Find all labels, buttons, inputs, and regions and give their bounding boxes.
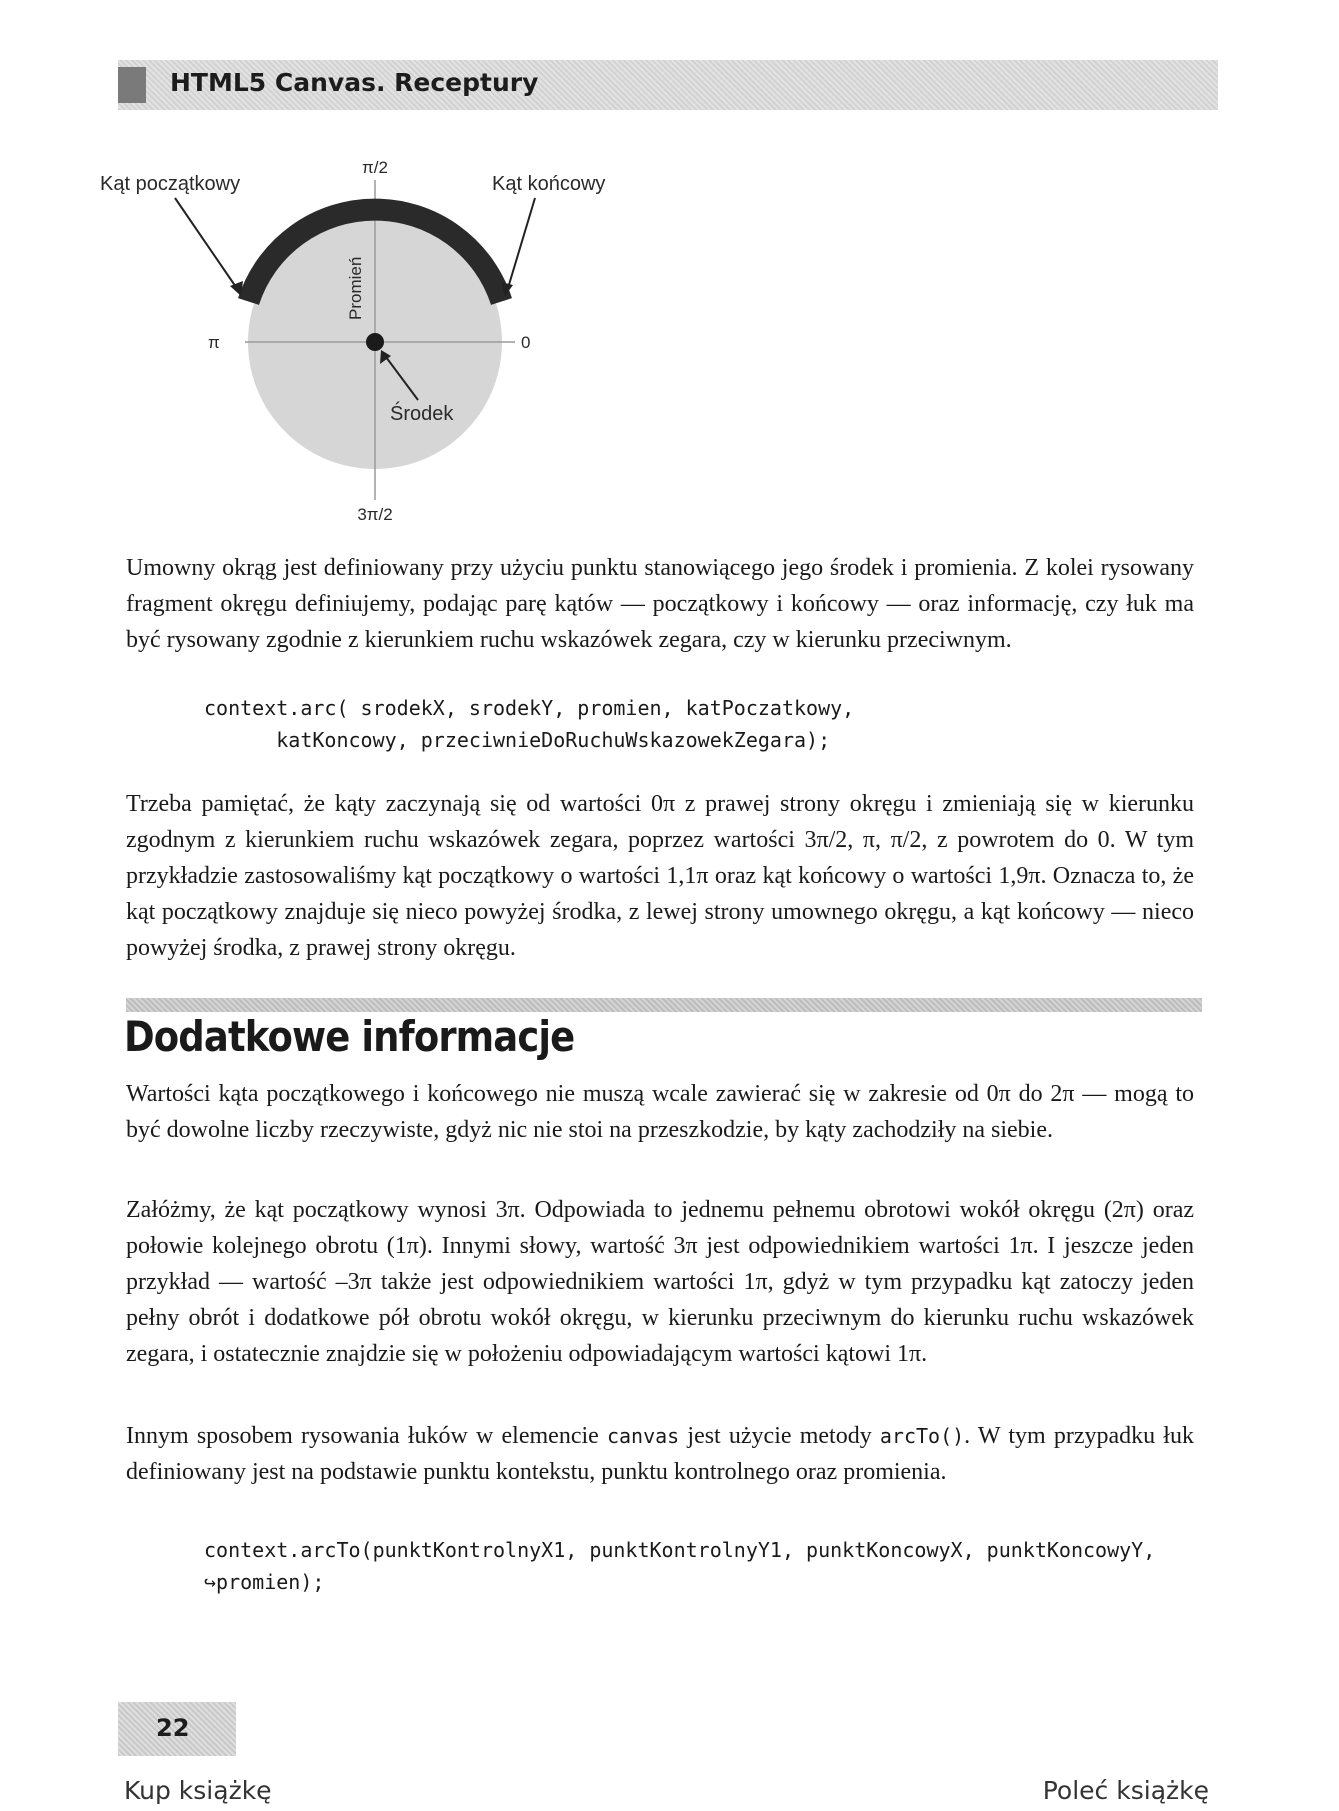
- paragraph-example: Załóżmy, że kąt początkowy wynosi 3π. Odpowiada to jednemu pełnemu obrotowi wokół okręgu (2π) oraz połowie kolejnego obrotu (1π). Innymi słowy, wartość 3π jest odpowiednikiem wartości 1π. I jeszcze jeden przykład — wartość –3π także jest odpowiednikiem wartości 1π, gdyż w tym przypadku kąt zatoczy jeden pełny obrót i dodatkowe pół obrotu wokół okręgu, w kierunku przeciwnym do kierunku ruchu wskazówek zegara, i ostatecznie znajdzie się w położeniu odpowiadającym wartości kątowi 1π.: [126, 1197, 1194, 1367]
- start-angle-pointer: [175, 198, 238, 290]
- label-end-angle: Kąt końcowy: [492, 173, 606, 195]
- code-line: ↪promien);: [204, 1570, 325, 1594]
- inline-code-canvas: canvas: [606, 1424, 680, 1448]
- paragraph-angles: Trzeba pamiętać, że kąty zaczynają się od wartości 0π z prawej strony okręgu i zmieniają się w kierunku zgodnym z kierunkiem ruchu wskazówek zegara, poprzez wartości 3π/2, π, π/2, z powrotem do 0. W tym przykładzie zastosowaliśmy kąt początkowy o wartości 1,1π oraz kąt końcowy o wartości 1,9π. Oznacza to, że kąt początkowy znajduje się nieco powyżej środka, z lewej strony umownego okręgu, a kąt końcowy — nieco powyżej środka, z prawej strony okręgu.: [126, 791, 1194, 961]
- paragraph-circle-definition: Umowny okrąg jest definiowany przy użyciu punktu stanowiącego jego środek i promienia. Z kolei rysowany fragment okręgu definiujemy, podając parę kątów — początkowy i końcowy — oraz informację, czy łuk ma być rysowany zgodnie z kierunkiem ruchu wskazówek zegara, czy w kierunku przeciwnym.: [126, 555, 1194, 653]
- running-header-title: HTML5 Canvas. Receptury: [170, 68, 539, 97]
- paragraph-angle-range: Wartości kąta początkowego i końcowego nie muszą wcale zawierać się w zakresie od 0π do 2π — mogą to być dowolne liczby rzeczywiste, gdyż nic nie stoi na przeszkodzie, by kąty zachodziły na siebie.: [126, 1081, 1194, 1143]
- code-line: context.arcTo(punktKontrolnyX1, punktKontrolnyY1, punktKoncowyX, punktKoncowyY,: [204, 1538, 1156, 1562]
- label-zero: 0: [521, 333, 531, 352]
- arc-diagram: [100, 150, 660, 530]
- page-number: 22: [156, 1714, 190, 1742]
- header-marker: [118, 67, 146, 103]
- page-number-box: [118, 1702, 236, 1756]
- text-run: Innym sposobem rysowania łuków w elemencie: [126, 1423, 607, 1449]
- label-start-angle: Kąt początkowy: [100, 173, 241, 195]
- label-three-pi-half: 3π/2: [357, 505, 393, 524]
- start-angle-pointer-head: [230, 281, 243, 296]
- running-header: [118, 60, 1218, 110]
- code-line: katKoncowy, przeciwnieDoRuchuWskazowekZegara);: [204, 728, 831, 752]
- text-run: jest użycie metody: [679, 1423, 880, 1449]
- inline-code-arcto: arcTo(): [879, 1424, 965, 1448]
- recommend-book-link[interactable]: Poleć książkę: [1042, 1776, 1209, 1805]
- center-point: [366, 333, 384, 351]
- label-radius: Promień: [346, 256, 365, 320]
- code-line: context.arc( srodekX, srodekY, promien, katPoczatkowy,: [204, 696, 855, 720]
- section-heading: Dodatkowe informacje: [124, 1012, 575, 1061]
- section-rule: [126, 998, 1202, 1012]
- code-block-arc: [204, 692, 854, 756]
- buy-book-link[interactable]: Kup książkę: [124, 1776, 272, 1805]
- label-center: Środek: [390, 403, 454, 425]
- text-run: . W tym przypadku łuk definiowany jest na podstawie punktu kontekstu, punktu kontrolnego oraz promienia.: [126, 1423, 1194, 1485]
- label-pi: π: [208, 333, 220, 352]
- paragraph-arcto: [126, 1418, 1194, 1490]
- code-block-arcto: [204, 1534, 1155, 1598]
- end-angle-pointer: [508, 198, 535, 288]
- label-pi-half: π/2: [362, 158, 388, 177]
